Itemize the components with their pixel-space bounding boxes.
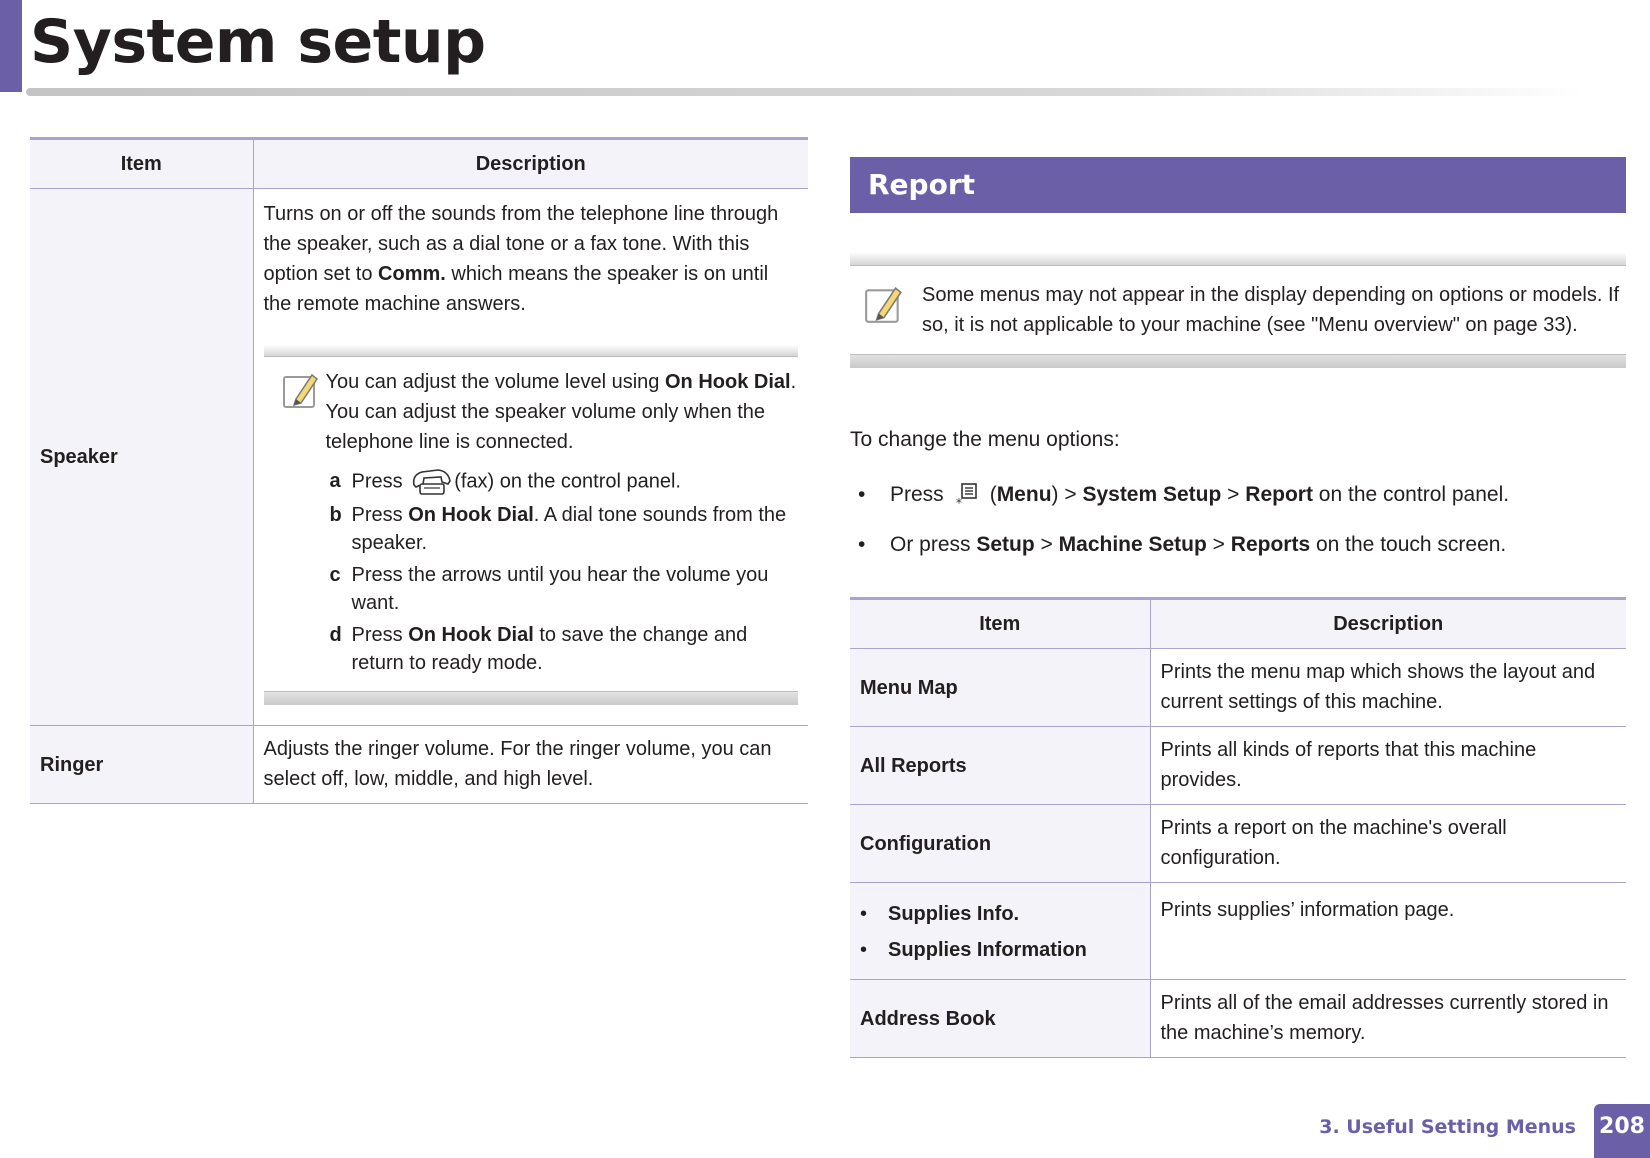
menu-icon [950,482,984,508]
table-row [850,649,1626,727]
step-text: Press [351,624,409,646]
speaker-text-bold: Comm. [378,263,446,285]
bullet-text: Or press [890,533,977,556]
step-text: Press the arrows until you hear the volume you want. [351,564,769,614]
note-text-2: . You can adjust the speaker volume only when the telephone line is connected. [325,371,797,453]
speaker-text [264,199,799,319]
table-row [850,805,1626,883]
step-text: (fax) on the control panel. [454,470,681,493]
item-address-book: Address Book [850,980,1150,1058]
step-letter: c [329,564,341,586]
page-number: 208 [1594,1104,1650,1158]
item-ringer: Ringer [30,726,253,804]
bullet-bold-report: Report [1245,483,1313,506]
table-row [850,883,1626,980]
item-supplies-information: Supplies Information [888,939,1087,961]
note-text-bold: On Hook Dial [664,371,791,393]
speaker-note-text [326,367,799,681]
step-letter: a [329,470,341,492]
item-all-reports: All Reports [850,727,1150,805]
title-rule [26,88,1586,96]
header-description: Description [1150,599,1626,649]
bullet-text: on the touch screen. [1310,533,1507,556]
step-b [326,501,799,557]
section-title-report: Report [850,157,1626,213]
fax-icon [408,467,454,497]
speaker-description [253,189,808,726]
desc-configuration: Prints a report on the machine's overall configuration. [1150,805,1626,883]
report-note-text: Some menus may not appear in the display depending on options or models. If so, it is not applicable to your machine (see "Menu overview" on page 33). [922,284,1620,336]
step-d [326,621,799,677]
footer-chapter: 3. Useful Setting Menus [1319,1116,1576,1138]
item-supplies [850,883,1150,980]
table-header-row [850,599,1626,649]
speaker-text-2: which means the speaker is on until the remote machine answers. [263,263,769,315]
step-text: to save the change and return to ready mode. [351,624,748,674]
step-bold: On Hook Dial [408,504,534,526]
title-accent-bar [0,0,22,92]
desc-all-reports: Prints all kinds of reports that this machine provides. [1150,727,1626,805]
header-item: Item [850,599,1150,649]
speaker-note [264,345,799,705]
desc-supplies: Prints supplies’ information page. [1150,883,1626,980]
page-title: System setup [30,7,486,77]
table-row [850,727,1626,805]
bullet-text: > [1221,483,1246,506]
report-table [850,597,1626,1058]
intro-text: To change the menu options: [850,428,1120,451]
bullet-text: on the control panel. [1312,483,1510,506]
step-a [326,467,799,497]
table-row [850,980,1626,1058]
desc-menu-map: Prints the menu map which shows the layout and current settings of this machine. [1150,649,1626,727]
header-description: Description [253,139,808,189]
speaker-ringer-table [30,137,808,804]
report-note [850,252,1626,368]
note-top-rule [850,252,1626,266]
step-bold: On Hook Dial [408,624,534,646]
step-letter: b [329,504,342,526]
header-item: Item [30,139,253,189]
bullet-text: ) > [1051,483,1083,506]
table-row-ringer [30,726,808,804]
item-speaker: Speaker [30,189,253,726]
item-menu-map: Menu Map [850,649,1150,727]
item-supplies-info: Supplies Info. [888,903,1020,925]
bullet-bold-menu: Menu [996,483,1052,506]
step-text: . A dial tone sounds from the speaker. [351,504,787,554]
ringer-description: Adjusts the ringer volume. For the ringer volume, you can select off, low, middle, and high level. [253,726,808,804]
desc-address-book: Prints all of the email addresses currently stored in the machine’s memory. [1150,980,1626,1058]
table-row-speaker [30,189,808,726]
bullet-text: ( [989,483,997,506]
list-item: • Supplies Information [860,935,1140,965]
note-pencil-icon [850,280,922,340]
note-text-1: You can adjust the volume level using [325,371,665,393]
speaker-steps [326,467,799,677]
item-configuration: Configuration [850,805,1150,883]
table-header-row [30,139,808,189]
speaker-text-1: Turns on or off the sounds from the telephone line through the speaker, such as a dial tone or a fax tone. With this option set to [263,203,779,285]
step-text: Press [351,504,409,526]
bullet-bold-setup: Setup [976,533,1035,556]
list-item: • Supplies Info. [860,899,1140,929]
bullet-text: > [1206,533,1231,556]
bullet-text: Press [890,483,944,506]
bullet-bold-machine-setup: Machine Setup [1058,533,1207,556]
note-bottom-rule [264,691,799,705]
svg-text:*: * [955,496,962,509]
bullet-text: > [1034,533,1059,556]
note-bottom-rule [850,354,1626,368]
step-letter: d [329,624,342,646]
bullet-bold-system-setup: System Setup [1082,483,1222,506]
note-top-rule [264,345,799,357]
instruction-touch-screen: • Or press Setup > Machine Setup > Reports on the touch screen. [858,533,1507,556]
note-pencil-icon [264,367,326,681]
bullet-bold-reports: Reports [1230,533,1311,556]
step-text: Press [351,470,409,493]
instruction-control-panel: • Press * (Menu) > System Setup > Report on the control panel. [858,483,1510,509]
step-c [326,561,799,617]
instruction-list [858,480,1509,580]
